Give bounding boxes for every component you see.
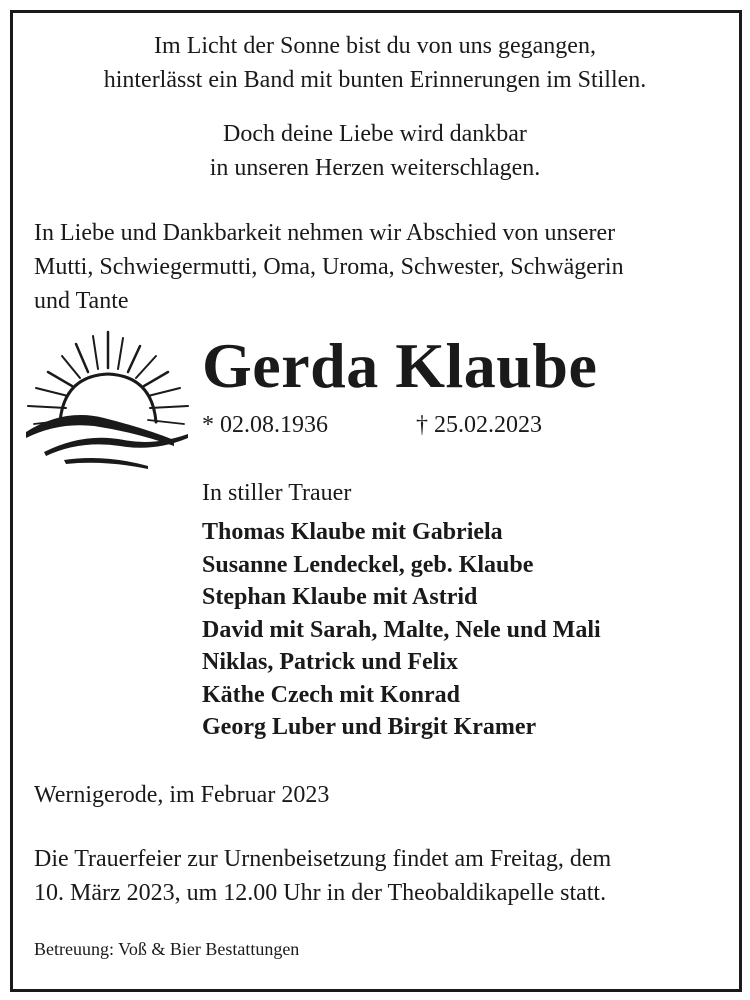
sunset-over-hills-icon	[24, 328, 192, 470]
mourner-line: Susanne Lendeckel, geb. Klaube	[202, 551, 534, 578]
mourner-line: Thomas Klaube mit Gabriela	[202, 519, 503, 545]
poem-stanza-1	[0, 29, 750, 97]
deceased-name: Gerda Klaube	[202, 330, 598, 401]
poem-line: Im Licht der Sonne bist du von uns gegangen,	[154, 33, 596, 59]
death-date: † 25.02.2023	[416, 412, 542, 438]
mourners-list	[202, 516, 601, 744]
poem-line: Doch deine Liebe wird dankbar	[223, 121, 527, 147]
mourner-line: Käthe Czech mit Konrad	[202, 681, 460, 708]
mourner-line: Stephan Klaube mit Astrid	[202, 584, 478, 610]
mourner-line: Niklas, Patrick und Felix	[202, 649, 459, 675]
poem-line: hinterlässt ein Band mit bunten Erinnerungen im Stillen.	[103, 67, 647, 93]
mourner-line: David mit Sarah, Malte, Nele und Mali	[202, 616, 601, 643]
life-dates	[202, 408, 542, 442]
mourning-label: In stiller Trauer	[202, 480, 352, 506]
intro-line: Mutti, Schwiegermutti, Oma, Uroma, Schwester, Schwägerin	[34, 254, 624, 280]
mourner-line: Georg Luber und Birgit Kramer	[202, 714, 537, 740]
undertaker-credit: Betreuung: Voß & Bier Bestattungen	[34, 939, 300, 959]
intro-line: In Liebe und Dankbarkeit nehmen wir Abschied von unserer	[34, 220, 616, 246]
funeral-notice-line: 10. März 2023, um 12.00 Uhr in der Theobaldikapelle statt.	[34, 880, 607, 906]
intro-text	[34, 216, 724, 318]
poem-line: in unseren Herzen weiterschlagen.	[209, 155, 541, 181]
birth-date: * 02.08.1936	[202, 412, 328, 438]
intro-line: und Tante	[34, 288, 129, 314]
funeral-notice-line: Die Trauerfeier zur Urnenbeisetzung findet am Freitag, dem	[34, 846, 612, 872]
poem-stanza-2	[0, 117, 750, 185]
place-and-date: Wernigerode, im Februar 2023	[34, 782, 330, 808]
funeral-notice	[34, 842, 724, 910]
